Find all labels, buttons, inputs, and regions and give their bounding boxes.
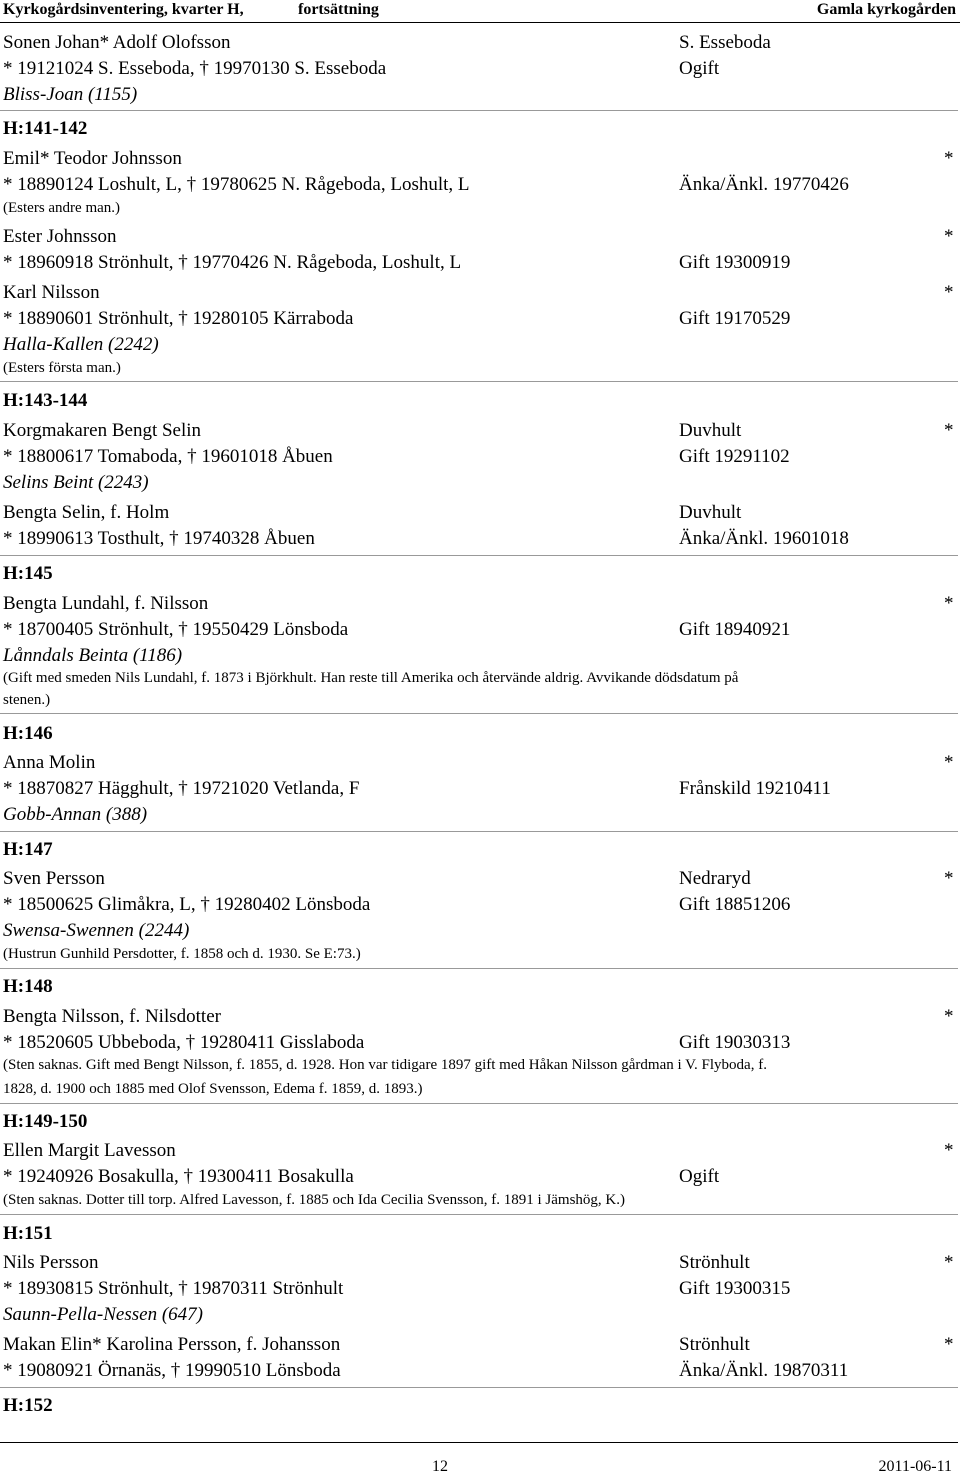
- page-header: [0, 0, 960, 23]
- note: (Esters första man.): [3, 360, 121, 376]
- person-name: Sven Persson Nedraryd *: [3, 868, 954, 889]
- person-dates: * 18700405 Strönhult, † 19550429 Lönsboda Gift 18940921: [3, 619, 791, 640]
- note: (Gift med smeden Nils Lundahl, f. 1873 i Björkhult. Han reste till Amerika och återvände aldrig. Avvikande dödsdatum på: [3, 670, 739, 686]
- person-name: Bengta Selin, f. Holm Duvhult: [3, 502, 742, 523]
- person-dates: * 18870827 Hägghult, † 19721020 Vetlanda, F Frånskild 19210411: [3, 778, 831, 799]
- person-dates: * 19121024 S. Esseboda, † 19970130 S. Esseboda Ogift: [3, 58, 720, 79]
- person-name: Nils Persson Strönhult *: [3, 1252, 954, 1273]
- person-name: Emil* Teodor Johnsson *: [3, 148, 954, 169]
- divider: [0, 968, 958, 969]
- person-dates: * 18960918 Strönhult, † 19770426 N. Rågeboda, Loshult, L Gift 19300919: [3, 252, 791, 273]
- nickname: Halla-Kallen (2242): [3, 334, 159, 355]
- note: (Hustrun Gunhild Persdotter, f. 1858 och d. 1930. Se E:73.): [3, 946, 361, 962]
- page-number: 12: [432, 1458, 448, 1475]
- divider: [0, 831, 958, 832]
- divider: [0, 1387, 958, 1388]
- nickname: Bliss-Joan (1155): [3, 84, 138, 105]
- person-dates: * 18500625 Glimåkra, L, † 19280402 Lönsboda Gift 18851206: [3, 894, 791, 915]
- nickname: Gobb-Annan (388): [3, 804, 148, 825]
- header-continuation: fortsättning: [298, 1, 379, 18]
- person-dates: * 18890124 Loshult, L, † 19780625 N. Rågeboda, Loshult, L Änka/Änkl. 19770426: [3, 174, 849, 195]
- plot-heading: H:149-150: [3, 1111, 88, 1132]
- note: (Sten saknas. Gift med Bengt Nilsson, f. 1855, d. 1928. Hon var tidigare 1897 gift med Håkan Nilsson gårdman i V. Flyboda, f.: [3, 1057, 767, 1073]
- plot-heading: H:151: [3, 1223, 53, 1244]
- person-dates: * 18890601 Strönhult, † 19280105 Kärraboda Gift 19170529: [3, 308, 791, 329]
- person-name: Korgmakaren Bengt Selin Duvhult *: [3, 420, 954, 441]
- nickname: Swensa-Swennen (2244): [3, 920, 190, 941]
- plot-heading: H:147: [3, 839, 53, 860]
- person-name: Makan Elin* Karolina Persson, f. Johansson Strönhult *: [3, 1334, 954, 1355]
- divider: [0, 1214, 958, 1215]
- plot-heading: H:141-142: [3, 118, 88, 139]
- person-name: Ester Johnsson *: [3, 226, 954, 247]
- divider: [0, 381, 958, 382]
- person-dates: * 19080921 Örnanäs, † 19990510 Lönsboda Änka/Änkl. 19870311: [3, 1360, 849, 1381]
- plot-heading: H:145: [3, 563, 53, 584]
- divider: [0, 713, 958, 714]
- note: (Esters andre man.): [3, 200, 121, 216]
- note: 1828, d. 1900 och 1885 med Olof Svensson, Edema f. 1859, d. 1893.): [3, 1081, 423, 1097]
- person-name: Bengta Nilsson, f. Nilsdotter *: [3, 1006, 954, 1027]
- plot-heading: H:148: [3, 976, 53, 997]
- nickname: Saunn-Pella-Nessen (647): [3, 1304, 203, 1325]
- person-dates: * 18990613 Tosthult, † 19740328 Åbuen Änka/Änkl. 19601018: [3, 528, 849, 549]
- divider: [0, 555, 958, 556]
- person-name: Anna Molin *: [3, 752, 954, 773]
- person-dates: * 18800617 Tomaboda, † 19601018 Åbuen Gift 19291102: [3, 446, 790, 467]
- note: (Sten saknas. Dotter till torp. Alfred Lavesson, f. 1885 och Ida Cecilia Svensson, f. 1891 i Jämshög, K.): [3, 1192, 625, 1208]
- header-title: Kyrkogårdsinventering, kvarter H,: [3, 1, 244, 18]
- note: stenen.): [3, 692, 51, 708]
- plot-heading: H:152: [3, 1395, 53, 1416]
- person-dates: * 19240926 Bosakulla, † 19300411 Bosakulla Ogift: [3, 1166, 720, 1187]
- footer-divider: [0, 1442, 958, 1443]
- person-name: Sonen Johan* Adolf Olofsson S. Esseboda: [3, 32, 771, 53]
- footer-date: 2011-06-11: [878, 1458, 952, 1475]
- person-name: Bengta Lundahl, f. Nilsson *: [3, 593, 954, 614]
- divider: [0, 1103, 958, 1104]
- person-name: Ellen Margit Lavesson *: [3, 1140, 954, 1161]
- header-right: Gamla kyrkogården: [816, 1, 956, 18]
- person-dates: * 18930815 Strönhult, † 19870311 Strönhult Gift 19300315: [3, 1278, 791, 1299]
- plot-heading: H:143-144: [3, 390, 88, 411]
- divider: [0, 110, 958, 111]
- plot-heading: H:146: [3, 723, 53, 744]
- nickname: Selins Beint (2243): [3, 472, 149, 493]
- nickname: Lånndals Beinta (1186): [3, 645, 183, 666]
- person-name: Karl Nilsson *: [3, 282, 954, 303]
- person-dates: * 18520605 Ubbeboda, † 19280411 Gisslaboda Gift 19030313: [3, 1032, 791, 1053]
